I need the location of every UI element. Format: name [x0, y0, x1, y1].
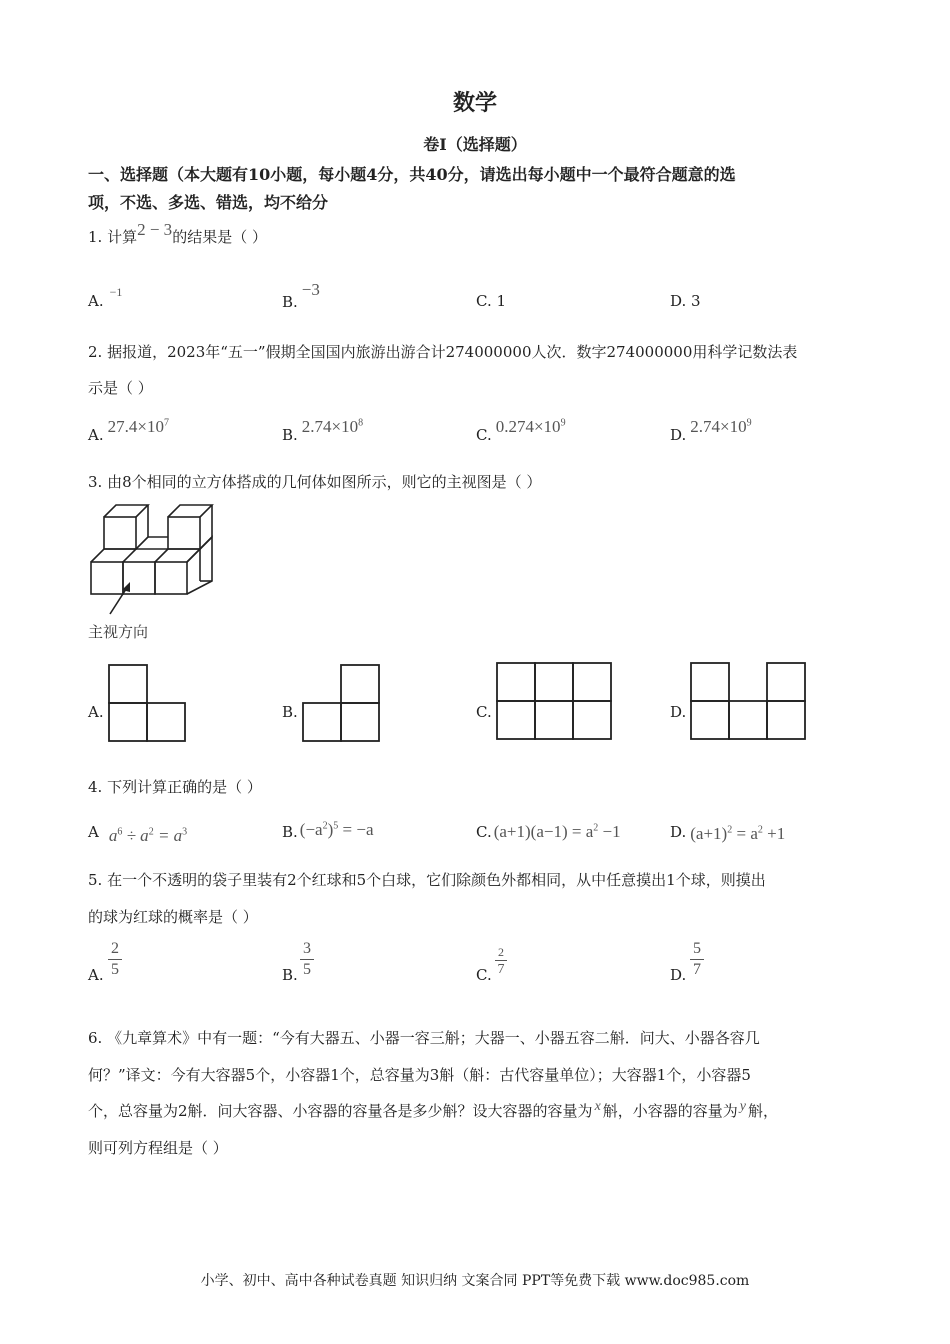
q5-option-a-label[interactable]: A.: [88, 966, 104, 984]
q6-var-y: y: [739, 1099, 747, 1114]
q1-stem: 1. 计算2 − 3的结果是（ ）: [88, 220, 267, 246]
q3-cube-figure: [86, 500, 226, 610]
q3-stem: 3. 由8个相同的立方体搭成的几何体如图所示，则它的主视图是（ ）: [88, 473, 542, 491]
q5-option-b-label[interactable]: B.: [282, 966, 298, 984]
q6-stem-line2: 何？”译文：今有大容器5个，小容器1个，总容量为3斛（斛：古代容量单位）；大容器1个，小容器5: [88, 1066, 751, 1084]
page-title: 数学: [452, 90, 497, 116]
q6-var-x: x: [594, 1099, 601, 1114]
q2-option-c[interactable]: C. $0.274\times 10^9$: [476, 417, 566, 444]
cube-top-right-front: [168, 517, 200, 549]
q3-option-d-label[interactable]: D.: [670, 703, 687, 721]
cube-bottom-1: [91, 562, 123, 594]
q3-option-d-figure[interactable]: [690, 662, 806, 740]
q3-view-direction-caption: 主视方向: [88, 623, 149, 641]
q1-option-a[interactable]: A. $^{-1}$: [88, 285, 123, 310]
q5-stem-line1: 5. 在一个不透明的袋子里装有2个红球和5个白球，它们除颜色外都相同，从中任意摸出1个球，则摸出: [88, 871, 766, 889]
q4-option-c[interactable]: C. $(a+1)(a-1) = a^2 -1$: [476, 822, 621, 841]
q3-option-c-label[interactable]: C.: [476, 703, 492, 721]
q2-stem-line2: 示是（ ）: [88, 379, 153, 397]
q2-option-b[interactable]: B. $2.74\times 10^8$: [282, 417, 364, 444]
q5-option-b-fraction[interactable]: 3 5: [300, 940, 314, 979]
q5-option-d-fraction[interactable]: 5 7: [690, 940, 704, 979]
q6-stem-line1: 6. 《九章算术》中有一题：“今有大器五、小器一容三斛；大器一、小器五容二斛．问大、小器各容几: [88, 1029, 760, 1047]
q1-option-b[interactable]: B.−3: [282, 280, 320, 311]
q5-option-a-fraction[interactable]: 2 5: [108, 940, 122, 979]
q2-stem-line1: 2. 据报道，2023年“五一”假期全国国内旅游出游合计274000000人次．数字274000000用科学记数法表: [88, 343, 798, 361]
page-footer: 小学、初中、高中各种试卷真题 知识归纳 文案合同 PPT等免费下载 www.doc985.com: [200, 1273, 750, 1289]
q4-stem: 4. 下列计算正确的是（ ）: [88, 778, 262, 796]
q1-expression: 2 − 3: [137, 220, 173, 239]
q4-option-a[interactable]: A $a^6 \div a^2 = a^3$: [88, 823, 188, 845]
q2-option-d[interactable]: D. $2.74\times 10^9$: [670, 417, 752, 444]
q5-stem-line2: 的球为红球的概率是（ ）: [88, 908, 258, 926]
q4-option-b[interactable]: B. $(-a^2)^5 = -a$: [282, 820, 374, 841]
q1-option-d[interactable]: D. 3: [670, 292, 701, 310]
q4-option-d[interactable]: D. $(a+1)^2 = a^2 +1$: [670, 823, 786, 843]
q5-option-d-label[interactable]: D.: [670, 966, 687, 984]
cube-bottom-3: [155, 562, 187, 594]
section-heading-line1: 一、选择题（本大题有10小题，每小题4分，共40分，请选出每小题中一个最符合题意的选: [88, 165, 736, 184]
q1-option-c[interactable]: C. 1: [476, 292, 507, 310]
q6-stem-line3: 个，总容量为2斛．问大容器、小容器的容量各是多少斛？设大容器的容量为 x 斛，小容器的容量为 y 斛，: [88, 1099, 779, 1120]
q3-option-c-figure[interactable]: [496, 662, 612, 740]
q6-stem-line4: 则可列方程组是（ ）: [88, 1139, 228, 1157]
q3-option-b-label[interactable]: B.: [282, 703, 298, 721]
paper-subtitle: 卷Ⅰ（选择题）: [423, 135, 527, 154]
q2-option-a[interactable]: A. $27.4\times 10^7$: [88, 417, 169, 444]
q5-option-c-label[interactable]: C.: [476, 966, 492, 984]
q3-option-a-label[interactable]: A.: [88, 703, 104, 721]
q3-option-a-figure[interactable]: [108, 664, 186, 742]
cube-top-left-front: [104, 517, 136, 549]
section-heading-line2: 项，不选、多选、错选，均不给分: [88, 193, 329, 212]
q5-option-c-fraction[interactable]: 2 7: [495, 945, 507, 978]
q3-option-b-figure[interactable]: [302, 664, 380, 742]
